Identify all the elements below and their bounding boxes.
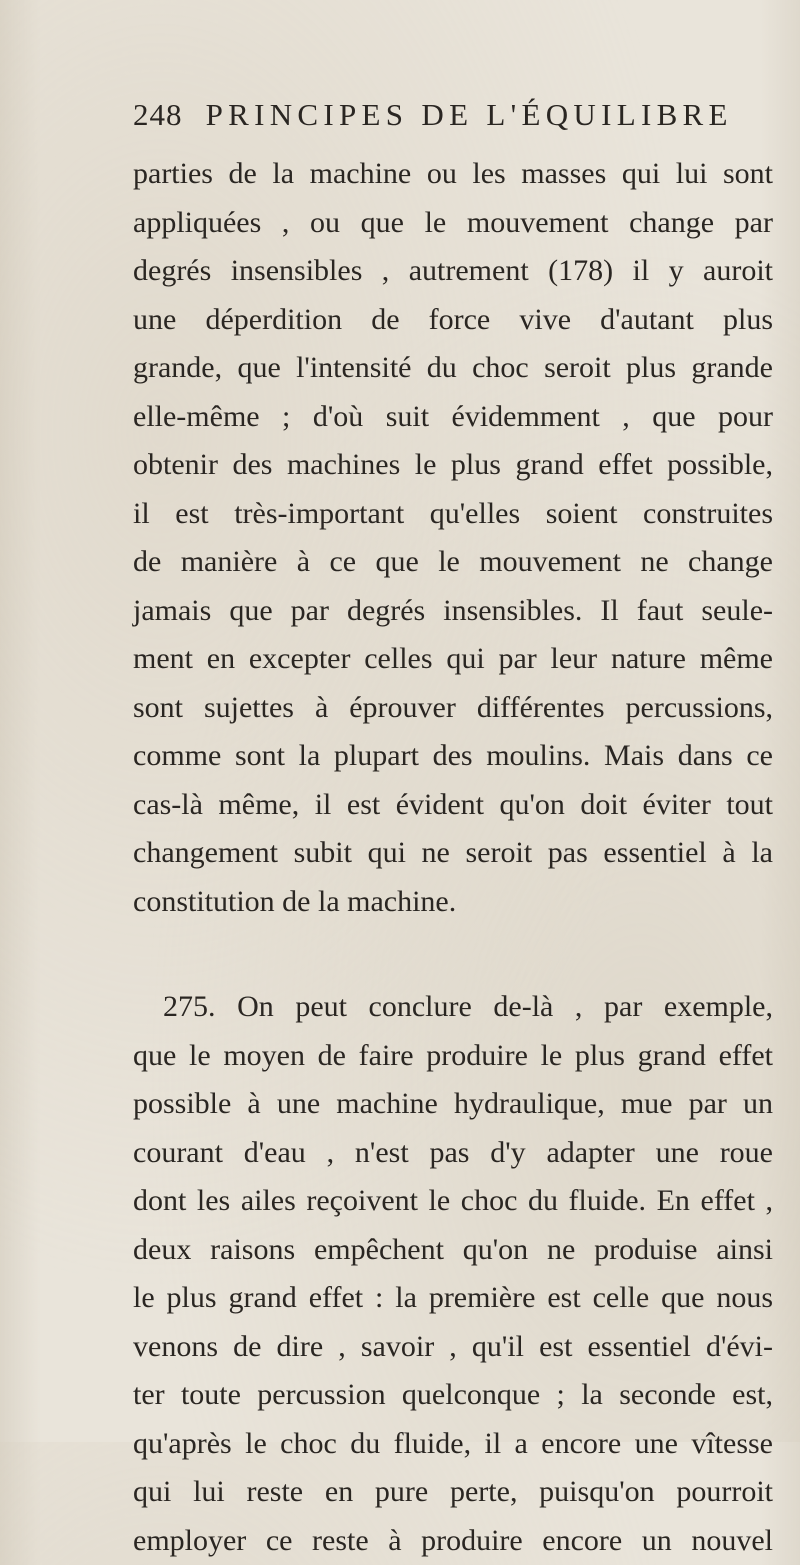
- text-line: appliquées , ou que le mouvement change par: [133, 199, 773, 248]
- text-line: changement subit qui ne seroit pas essentiel à la: [133, 829, 773, 878]
- text-line: une déperdition de force vive d'autant plus: [133, 296, 773, 345]
- text-line: jamais que par degrés insensibles. Il faut seule-: [133, 587, 773, 636]
- text-line: constitution de la machine.: [133, 878, 773, 927]
- text-line: elle-même ; d'où suit évidemment , que pour: [133, 393, 773, 442]
- text-line: parties de la machine ou les masses qui lui sont: [133, 150, 773, 199]
- text-line: que le moyen de faire produire le plus grand effet: [133, 1032, 773, 1081]
- running-header: [133, 97, 773, 145]
- text-line: il est très-important qu'elles soient construites: [133, 490, 773, 539]
- text-line: obtenir des machines le plus grand effet possible,: [133, 441, 773, 490]
- text-line: possible à une machine hydraulique, mue par un: [133, 1080, 773, 1129]
- text-line: degrés insensibles , autrement (178) il y auroit: [133, 247, 773, 296]
- text-line: cas-là même, il est évident qu'on doit éviter tout: [133, 781, 773, 830]
- text-line: venons de dire , savoir , qu'il est essentiel d'évi-: [133, 1323, 773, 1372]
- text-line: de manière à ce que le mouvement ne change: [133, 538, 773, 587]
- paragraph-1: [133, 150, 773, 926]
- paragraph-2: [133, 983, 773, 1565]
- text-line: ter toute percussion quelconque ; la seconde est,: [133, 1371, 773, 1420]
- text-line: courant d'eau , n'est pas d'y adapter une roue: [133, 1129, 773, 1178]
- text-line: le plus grand effet : la première est celle que nous: [133, 1274, 773, 1323]
- text-line: comme sont la plupart des moulins. Mais dans ce: [133, 732, 773, 781]
- text-line: grande, que l'intensité du choc seroit plus grande: [133, 344, 773, 393]
- text-line: deux raisons empêchent qu'on ne produise ainsi: [133, 1226, 773, 1275]
- text-line: qui lui reste en pure perte, puisqu'on pourroit: [133, 1468, 773, 1517]
- text-line: sont sujettes à éprouver différentes percussions,: [133, 684, 773, 733]
- page-body: [133, 150, 773, 1565]
- text-line: employer ce reste à produire encore un nouvel: [133, 1517, 773, 1565]
- paragraph-spacer: [133, 926, 773, 983]
- text-line: 275. On peut conclure de-là , par exemple,: [133, 983, 773, 1032]
- text-line: qu'après le choc du fluide, il a encore une vîtesse: [133, 1420, 773, 1469]
- text-line: ment en excepter celles qui par leur nature même: [133, 635, 773, 684]
- running-title: PRINCIPES DE L'ÉQUILIBRE: [206, 97, 733, 133]
- text-line: dont les ailes reçoivent le choc du fluide. En effet ,: [133, 1177, 773, 1226]
- page-number: 248: [133, 97, 183, 133]
